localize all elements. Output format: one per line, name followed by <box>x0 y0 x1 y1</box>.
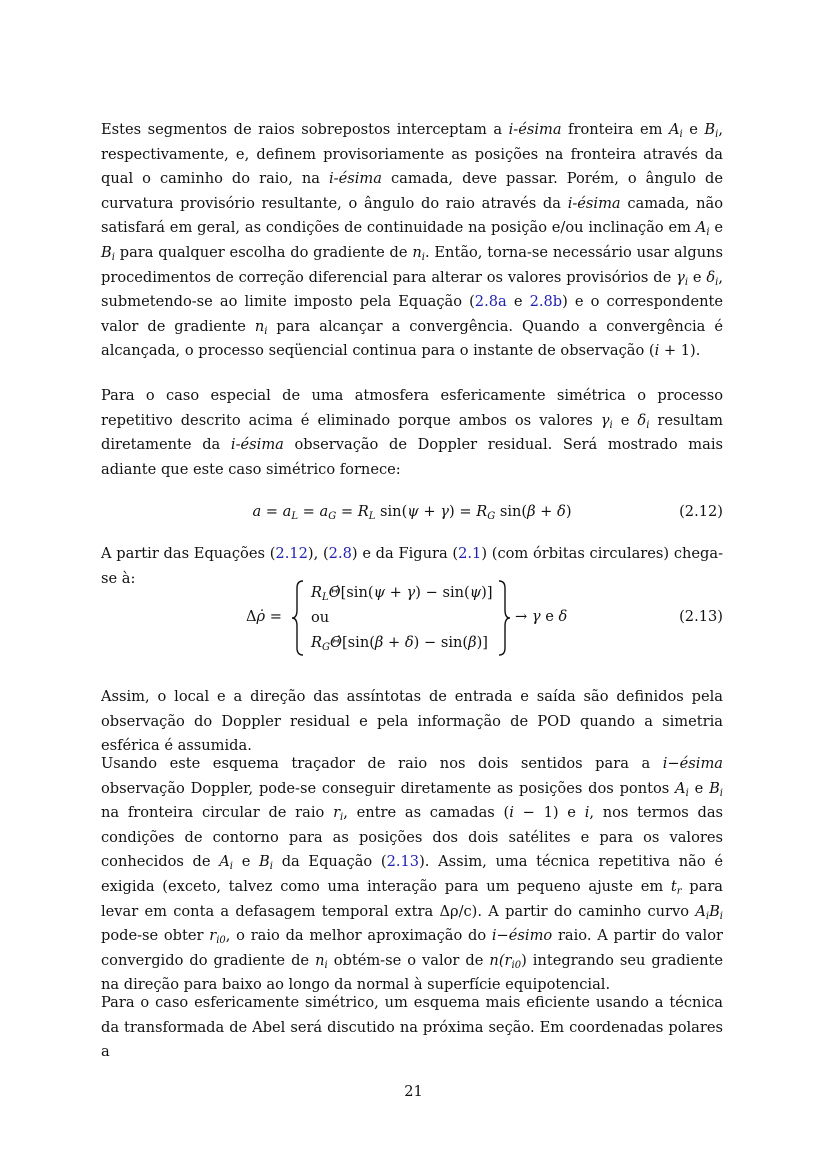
left-brace-icon <box>291 580 305 656</box>
equation-lhs: Δρ̇ = <box>246 608 283 625</box>
figure-reference-link[interactable]: 2.1 <box>458 545 482 562</box>
paragraph-5: Usando este esquema traçador de raio nos dois sentidos para a i−ésima observação Doppler, pode-se conseguir diretamente as posições dos pontos $A_i$ e $B_i$ na fronteira circular de raio $r_i$, entre as camadas (i − 1) e i, nos termos das condições de contorno para as posições dos dois satélites e para os valores conhecidos de $A_i$ e $B_i$ da Equação (2.13). Assim, uma técnica repetitiva não é exigida (exceto, talvez como uma interação para um pequeno ajuste em $t_r$ para levar em conta a defasagem temporal extra Δρ/c). A partir do caminho curvo $A_iB_i$ pode-se obter $r_{i0}$, o raio da melhor aproximação do i−ésimo raio. A partir do valor convergido do gradiente de $n_i$ obtém-se o valor de $n(r_{i0})$ integrando seu gradiente na direção para baixo ao longo da normal à superfície equipotencial. <box>101 755 724 994</box>
paragraph-1: Estes segmentos de raios sobrepostos interceptam a i-ésima fronteira em $A_i$ e $B_i$, respectivamente, e, definem provisoriamente as posições na fronteira através da qual o caminho do raio, na i-ésima camada, deve passar. Porém, o ângulo de curvatura provisório resultante, o ângulo do raio através da i-ésima camada, não satisfará em geral, as condições de continuidade na posição e/ou inclinação em $A_i$ e $B_i$ para qualquer escolha do gradiente de $n_i$. Então, torna-se necessário usar alguns procedimentos de correção diferencial para alterar os valores provisórios de $\gamma_i$ e $\delta_i$, submetendo-se ao limite imposto pela Equação (2.8a e 2.8b) e o correspondente valor de gradiente $n_i$ para alcançar a convergência. Quando a convergência é alcançada, o processo seqüencial continua para o instante de observação (i + 1). <box>101 121 723 360</box>
equation-2-12 <box>101 503 723 527</box>
equation-reference-link[interactable]: 2.8 <box>328 545 352 562</box>
equation-number: (2.13) <box>679 608 723 625</box>
equation-reference-link[interactable]: 2.8b <box>529 293 563 311</box>
paragraph-3: A partir das Equações (2.12), (2.8) e da Figura (2.1) (com órbitas circulares) chega-se à: <box>101 545 724 587</box>
paragraph-2: Para o caso especial de uma atmosfera esfericamente simétrica o processo repetitivo descrito acima é eliminado porque ambos os valores $\gamma_i$ e $\delta_i$ resultam diretamente da i-ésima observação de Doppler residual. Será mostrado mais adiante que este caso simétrico fornece: <box>101 387 724 478</box>
equation-rhs: → γ e δ <box>515 608 568 625</box>
equation-reference-link[interactable]: 2.13 <box>386 853 420 871</box>
paragraph-6: Para o caso esfericamente simétrico, um esquema mais eficiente usando a técnica da transformada de Abel será discutido na próxima seção. Em coordenadas polares a <box>101 994 723 1061</box>
right-brace-icon <box>497 580 511 656</box>
equation-number: (2.12) <box>679 503 723 520</box>
equation-line-3: $R_G\Thetȧ[\sin(\beta + \delta) - \sin(\beta)]$ <box>311 634 488 653</box>
paragraph-4: Assim, o local e a direção das assíntotas de entrada e saída são definidos pela observação do Doppler residual e pela informação de POD quando a simetria esférica é assumida. <box>101 688 723 755</box>
page-number: 21 <box>404 1083 423 1100</box>
equation-2-13 <box>101 578 723 658</box>
equation-reference-link[interactable]: 2.8a <box>474 293 507 311</box>
equation-line-2: ou <box>311 609 330 626</box>
equation-expression: $a = a_L = a_G = R_L$ $\sin(\psi + \gamma) = R_G$ sin(β + δ) <box>252 503 572 522</box>
equation-reference-link[interactable]: 2.12 <box>275 545 308 562</box>
equation-line-1: $R_L\Thetȧ[\sin(\psi + \gamma) - \sin(\psi)]$ <box>311 584 493 603</box>
